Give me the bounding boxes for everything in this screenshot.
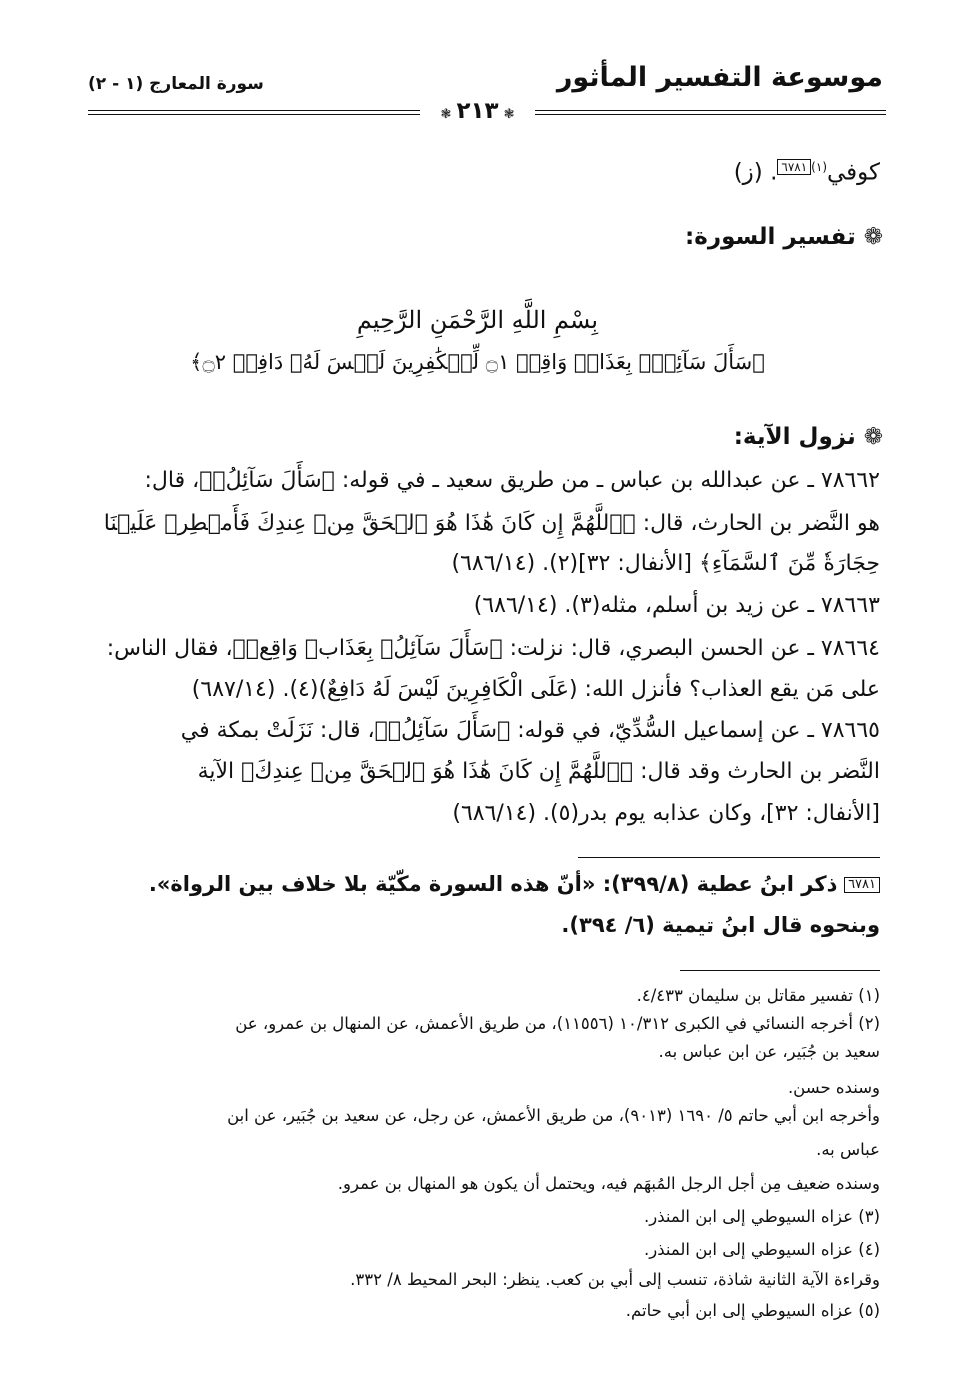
- narration-line: النَّضر بن الحارث وقد قال: ﴿ٱللَّهُمَّ إِن كَانَ هَٰذَا هُوَ ٱلۡحَقَّ مِنۡ عِندِكَ﴾ الآية: [197, 759, 880, 784]
- narration-line: ٧٨٦٦٥ ـ عن إسماعيل السُّدِّيّ، في قوله: ﴿سَأَلَ سَآئِلُۢ﴾، قال: نَزَلَتْ بمكة في: [180, 718, 880, 743]
- basmala: بِسْمِ اللَّهِ الرَّحْمَنِ الرَّحِيمِ: [356, 306, 599, 334]
- commentary-ref-box: ٦٧٨١: [844, 877, 880, 893]
- ornament-right-icon: ❃: [503, 107, 515, 122]
- section-heading-nuzul: ❁نزول الآية:: [733, 424, 883, 450]
- commentary-line: ٦٧٨١ ذكر ابنُ عطية (٣٩٩/٨): «أنّ هذه السورة مكّيّة بلا خلاف بين الرواة».: [75, 872, 880, 896]
- footnote-line: وقراءة الآية الثانية شاذة، تنسب إلى أبي بن كعب. ينظر: البحر المحيط ٨/ ٣٣٢.: [350, 1270, 880, 1289]
- flower-icon: ❁: [863, 224, 883, 250]
- flower-icon: ❁: [863, 424, 883, 450]
- commentary-ref-box: ٦٧٨١: [777, 159, 811, 175]
- footnote-line: (١) تفسير مقاتل بن سليمان ٤/٤٣٣.: [636, 986, 880, 1005]
- footnote-line: عباس به.: [816, 1140, 880, 1159]
- commentary-separator: [578, 857, 880, 858]
- footnote-line: (٢) أخرجه النسائي في الكبرى ١٠/٣١٢ (١١٥٥٦)، من طريق الأعمش، عن المنهال بن عمرو، عن: [235, 1014, 880, 1033]
- footnote-line: (٤) عزاه السيوطي إلى ابن المنذر.: [644, 1240, 880, 1259]
- footnote-line: وأخرجه ابن أبي حاتم ٥/ ١٦٩٠ (٩٠١٣)، من طريق الأعمش، عن رجل، عن سعيد بن جُبَير، عن ابن: [227, 1106, 880, 1125]
- narration-line: [الأنفال: ٣٢]، وكان عذابه يوم بدر(٥). (٦٨٦/١٤): [452, 801, 880, 826]
- narration-line: على مَن يقع العذاب؟ فأنزل الله: (عَلَى الْكَافِرِينَ لَيْسَ لَهُ دَافِعٌ)(٤). (٦٨٧/١٤): [191, 677, 880, 702]
- page-number-block: [420, 98, 535, 124]
- intro-line: كوفي$^{(١)}$٦٧٨١. (ز): [733, 159, 880, 186]
- ornament-left-icon: ❃: [440, 107, 452, 122]
- narration-line: ٧٨٦٦٣ ـ عن زيد بن أسلم، مثله(٣). (٦٨٦/١٤): [473, 593, 880, 618]
- book-title: موسوعة التفسير المأثور: [556, 62, 883, 93]
- footnote-separator: [680, 970, 880, 971]
- ayah-line: ﴿سَأَلَ سَآئِلُۢ بِعَذَابٖ وَاقِعٖ ۝١ لِّلۡكَٰفِرِينَ لَيۡسَ لَهُۥ دَافِعٞ ۝٢﴾: [190, 350, 765, 374]
- narration-line: حِجَارَةٗ مِّنَ ٱلسَّمَآءِ﴾ [الأنفال: ٣٢](٢). (٦٨٦/١٤): [451, 551, 880, 576]
- page-number: ٢١٣: [456, 98, 499, 124]
- footnote-mark: (١): [811, 160, 827, 174]
- narration-line: هو النَّضر بن الحارث، قال: ﴿ٱللَّهُمَّ إِن كَانَ هَٰذَا هُوَ ٱلۡحَقَّ مِنۡ عِندِكَ فَأَمۡطِرۡ عَلَيۡنَا: [103, 511, 880, 536]
- footnote-line: (٣) عزاه السيوطي إلى ابن المنذر.: [644, 1207, 880, 1226]
- surah-label: سورة المعارج (١ - ٢): [88, 74, 264, 94]
- narration-line: ٧٨٦٦٢ ـ عن عبدالله بن عباس ـ من طريق سعيد ـ في قوله: ﴿سَأَلَ سَآئِلُۢ﴾، قال:: [144, 468, 880, 493]
- section-heading-tafsir: ❁تفسير السورة:: [685, 224, 883, 250]
- footnote-line: وسنده ضعيف مِن أجل الرجل المُبهَم فيه، ويحتمل أن يكون هو المنهال بن عمرو.: [337, 1174, 880, 1193]
- footnote-line: سعيد بن جُبَير، عن ابن عباس به.: [658, 1042, 880, 1061]
- commentary-line: وبنحوه قال ابنُ تيمية (٦/ ٣٩٤).: [561, 913, 880, 937]
- footnote-line: وسنده حسن.: [787, 1078, 880, 1097]
- narration-line: ٧٨٦٦٤ ـ عن الحسن البصري، قال: نزلت: ﴿سَأَلَ سَآئِلُۢ بِعَذَابٖ وَاقِعٖ﴾، فقال الناس:: [106, 636, 880, 661]
- footnote-line: (٥) عزاه السيوطي إلى ابن أبي حاتم.: [625, 1301, 880, 1320]
